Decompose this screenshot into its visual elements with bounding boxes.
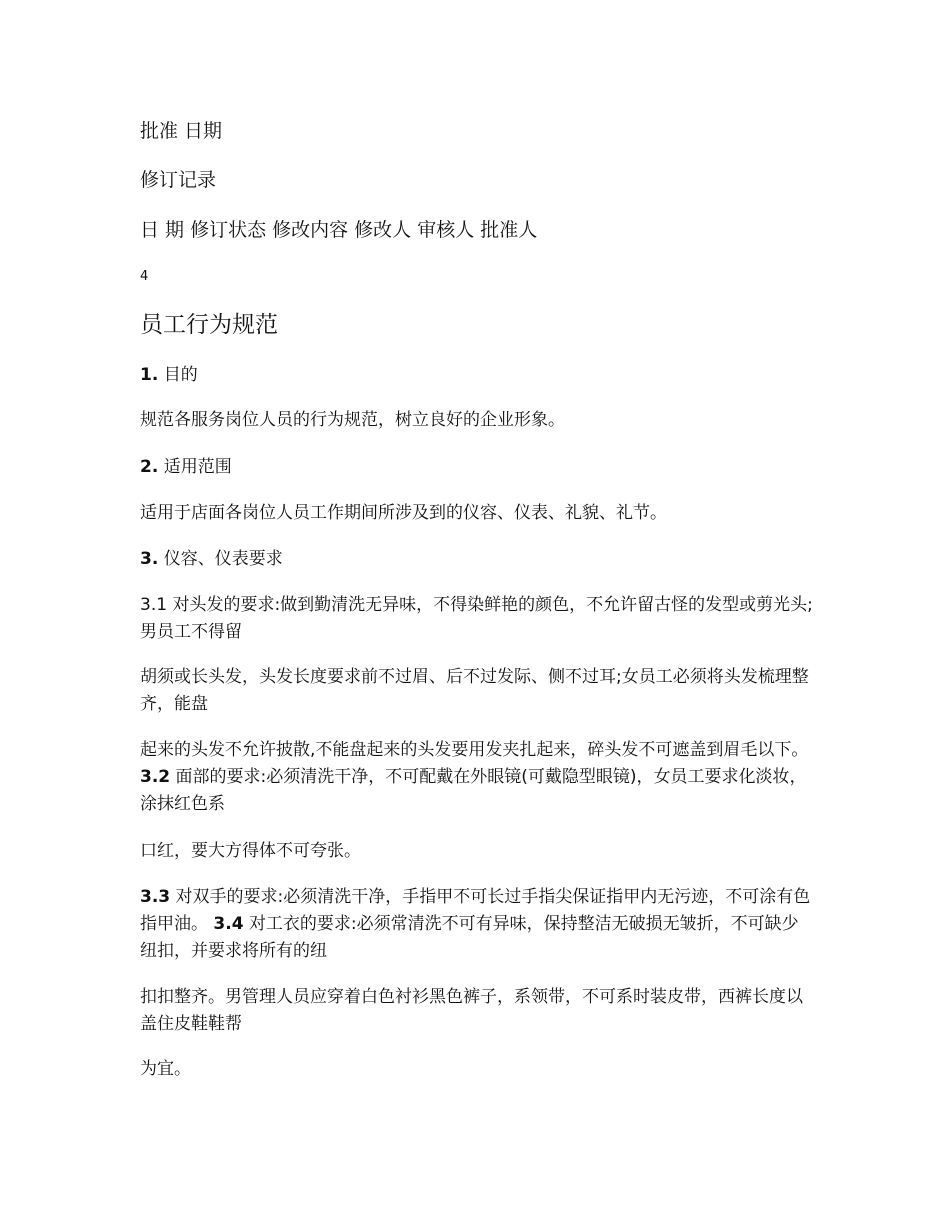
paragraph-uniform: 对工衣的要求:必须常清洗不可有异味，保持整洁无破损无皱折，不可缺少纽扣，并要求将所有的纽 xyxy=(140,914,799,961)
heading-scope xyxy=(140,454,815,481)
paragraph-hands-uniform xyxy=(140,884,815,965)
item-hands-number: 3.3 xyxy=(140,887,171,907)
paragraph-hands: 对双手的要求:必须清洗干净，手指甲不可长过手指尖保证指甲内无污迹，不可涂有色指甲油。 xyxy=(140,887,811,934)
item-face-number: 3.2 xyxy=(140,767,171,787)
heading-purpose xyxy=(140,362,815,389)
section-title: 员工行为规范 xyxy=(140,312,278,338)
paragraph-lipstick: 口红，要大方得体不可夸张。 xyxy=(140,841,361,861)
heading-appearance-text: 仪容、仪表要求 xyxy=(163,549,283,569)
paragraph-face: 面部的要求:必须清洗干净，不可配戴在外眼镜(可戴隐型眼镜)，女员工要求化淡妆， 涂抹红色系 xyxy=(140,767,807,814)
heading-scope-text: 适用范围 xyxy=(163,457,232,477)
purpose-paragraph: 规范各服务岗位人员的行为规范，树立良好的企业形象。 xyxy=(140,410,565,430)
revision-title: 修订记录 xyxy=(140,169,217,191)
heading-appearance-number: 3. xyxy=(140,549,159,569)
heading-purpose-text: 目的 xyxy=(163,365,198,385)
heading-purpose-number: 1. xyxy=(140,365,159,385)
approval-line: 批准 日期 xyxy=(140,120,223,142)
revision-table-headers: 日 期 修订状态 修改内容 修改人 审核人 批准人 xyxy=(140,219,538,241)
scope-paragraph: 适用于店面各岗位人员工作期间所涉及到的仪容、仪表、礼貌、礼节。 xyxy=(140,503,667,523)
paragraph-hair-2: 胡须或长头发，头发长度要求前不过眉、后不过发际、侧不过耳;女员工必须将头发梳理整齐，能盘 xyxy=(140,667,809,714)
paragraph-hair-1: 3.1 对头发的要求:做到勤清洗无异味，不得染鲜艳的颜色，不允许留古怪的发型或剪光头;男员工不得留 xyxy=(140,595,813,642)
paragraph-end: 为宜。 xyxy=(140,1059,191,1079)
item-uniform-number: 3.4 xyxy=(213,914,244,934)
paragraph-hair-face xyxy=(140,737,815,818)
heading-scope-number: 2. xyxy=(140,457,159,477)
heading-appearance xyxy=(140,546,815,573)
page-number: 4 xyxy=(140,269,149,284)
paragraph-hair-3: 起来的头发不允许披散,不能盘起来的头发要用发夹扎起来，碎头发不可遮盖到眉毛以下。 xyxy=(140,740,809,760)
paragraph-buttons: 扣扣整齐。男管理人员应穿着白色衬衫黑色裤子，系领带，不可系时装皮带，西裤长度以盖住皮鞋鞋帮 xyxy=(140,987,803,1034)
